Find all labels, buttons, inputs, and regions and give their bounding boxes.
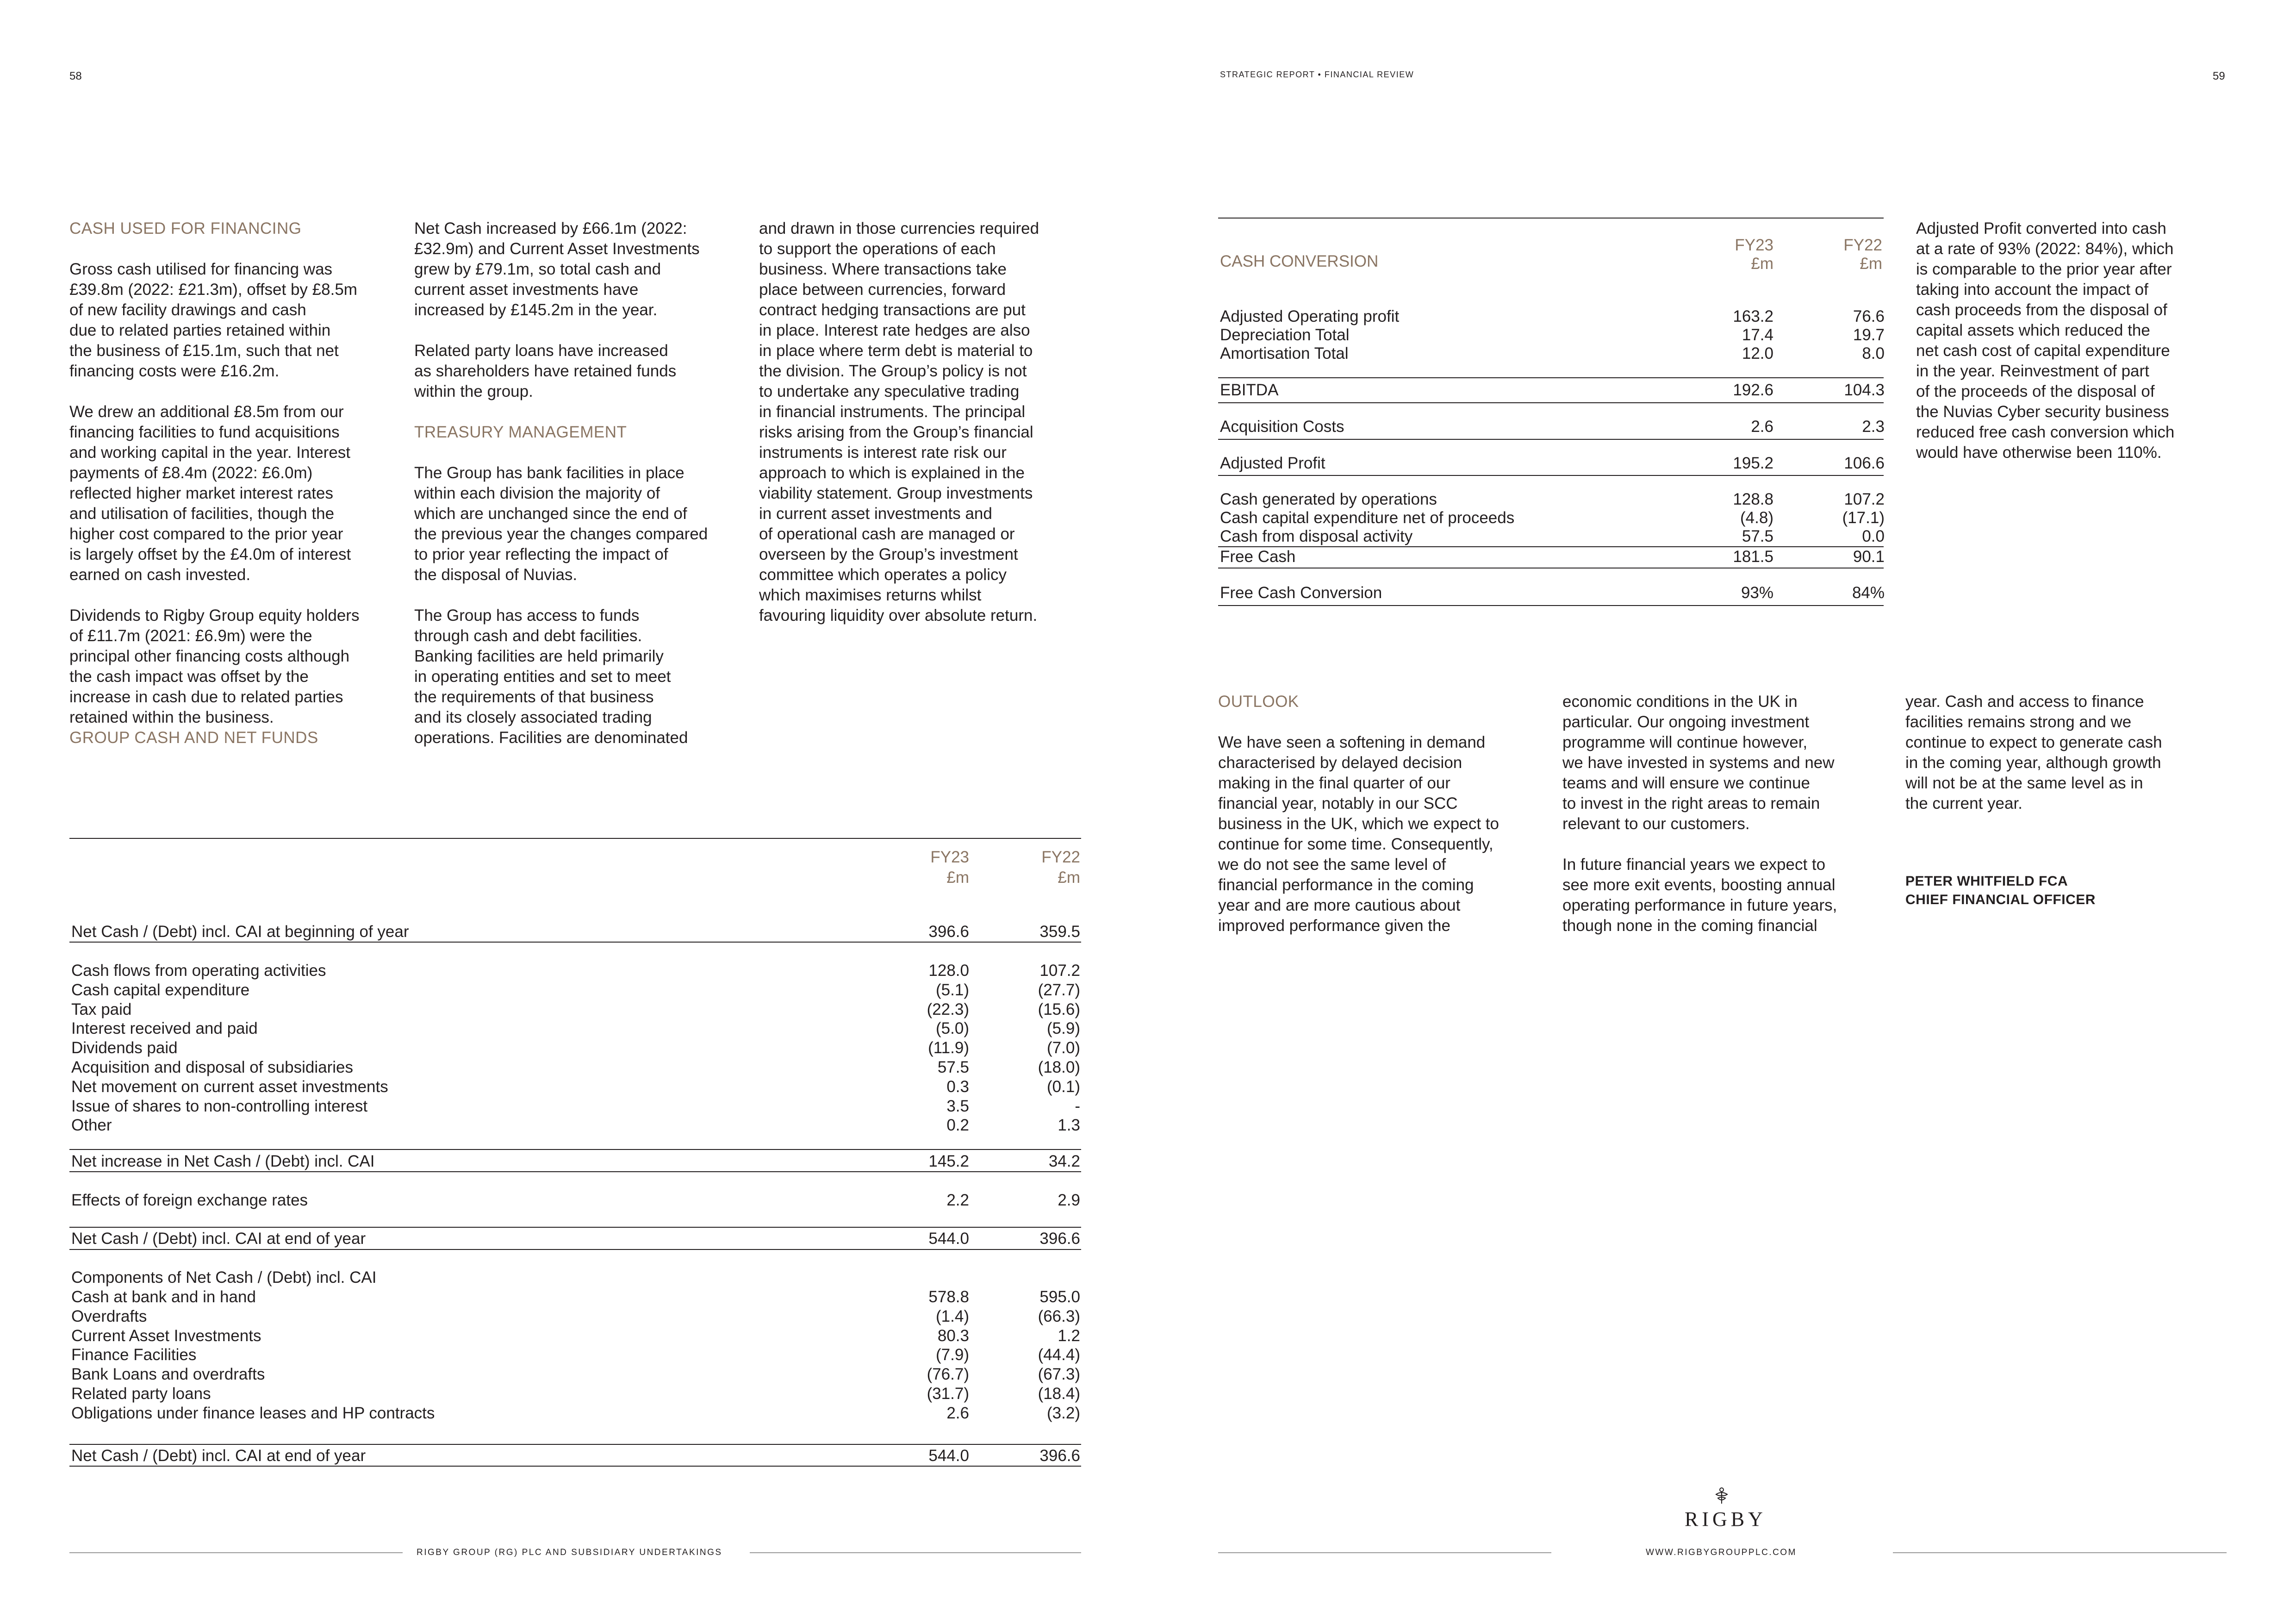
row-label: Net movement on current asset investments [71,1077,388,1096]
row-label: Bank Loans and overdrafts [71,1365,265,1384]
row-label: Finance Facilities [71,1346,197,1364]
value-fy22: 34.2 [1048,1152,1080,1170]
cash-conversion-table [1218,218,1884,606]
table-row [1218,508,1884,528]
value-fy22: 107.2 [1844,490,1885,508]
value-fy23: 2.2 [946,1191,969,1209]
footer-rule [1218,1552,1551,1553]
paragraph: The Group has bank facilities in place within each division the majority of which are unchanged since the end of the previous year the changes compared to prior year reflecting the impact of the disposal of Nuvias. [414,464,708,584]
value-fy23: 128.0 [928,962,969,980]
row-label: Net Cash / (Debt) incl. CAI at end of year [71,1447,366,1465]
value-fy22: 76.6 [1853,307,1885,325]
paragraph: and drawn in those currencies required to support the operations of each business. Where transactions take place between currencies, forward contract hedging transactions are put in place. Interest rate hedges are also in place where term debt is material to the division. The Group’s policy is not to undertake any speculative trading in financial instruments. The principal risks arising from the Group’s financial instruments is interest rate risk our approach to which is explained in the viability statement. Group investments in current asset investments and of operational cash are managed or overseen by the Group’s investment committee which operates a policy which maximises returns whilst favouring liquidity over absolute return. [759,219,1039,625]
outlook-column-3 [1905,692,2229,814]
value-fy23: 3.5 [946,1097,969,1115]
table-rule [69,1466,1081,1467]
row-label: Adjusted Operating profit [1220,307,1400,325]
value-fy22: 359.5 [1039,923,1080,941]
table-row [69,1000,1081,1019]
value-fy22: 8.0 [1862,344,1885,362]
row-label: Related party loans [71,1385,211,1403]
table-top-rule [1218,218,1884,219]
paragraph: year. Cash and access to finance facilities remains strong and we continue to expect to generate cash in the coming year, although growth will not be at the same level as in the current year. [1905,693,2162,812]
row-ebitda [1218,381,1884,400]
outlook-column-1 [1218,692,1542,936]
outlook-column-2 [1562,692,1886,936]
value-fy23: 181.5 [1733,548,1773,566]
paragraph: Dividends to Rigby Group equity holders of £11.7m (2021: £6.9m) were the principal other financing costs although the cash impact was offset by the increase in cash due to related parties retained within the business. [69,606,360,726]
table-row [69,1384,1081,1404]
value-fy22: (66.3) [1038,1307,1080,1325]
table-row [69,1287,1081,1307]
row-label: Obligations under finance leases and HP contracts [71,1404,435,1422]
value-fy23: (31.7) [927,1385,969,1403]
value-fy22: (67.3) [1038,1365,1080,1384]
table-row [69,1307,1081,1326]
value-fy23: 128.8 [1733,490,1773,508]
table-row [1218,307,1884,326]
section-heading-outlook: OUTLOOK [1218,693,1299,711]
value-fy22: 0.0 [1862,527,1885,545]
header-year: FY23 [930,848,969,866]
value-fy22: 396.6 [1039,1447,1080,1465]
column-header-fy22 [1014,847,1080,888]
row-label: Current Asset Investments [71,1326,261,1345]
header-year: FY22 [1041,848,1080,866]
value-fy22: 595.0 [1039,1288,1080,1306]
value-fy23: 145.2 [928,1152,969,1170]
value-fy23: 80.3 [937,1326,969,1345]
page-number-right: 59 [2213,70,2225,82]
value-fy22: 19.7 [1853,326,1885,344]
value-fy23: 17.4 [1742,326,1773,344]
paragraph: In future financial years we expect to see more exit events, boosting annual operating performance in future years, though none in the coming financial [1562,856,1837,935]
table-row [69,1345,1081,1365]
value-fy22: (18.4) [1038,1385,1080,1403]
table-rule [69,1444,1081,1445]
column-header-fy22 [1836,236,1882,273]
value-fy22: 104.3 [1844,381,1885,399]
section-heading-treasury-management: TREASURY MANAGEMENT [414,423,627,441]
paragraph: Adjusted Profit converted into cash at a rate of 93% (2022: 84%), which is comparable to the prior year after taking into account the impact of cash proceeds from the disposal of capital assets which reduced the net cash cost of capital expenditure in the year. Reinvestment of part of the proceeds of the disposal of the Nuvias Cyber security business reduced free cash conversion which would have otherwise been 110%. [1916,219,2175,462]
row-label: Interest received and paid [71,1019,258,1038]
value-fy22: 84% [1852,584,1885,602]
table-row [69,1365,1081,1384]
header-unit: £m [1860,255,1882,273]
row-label: Tax paid [71,1000,132,1018]
table-row [69,1404,1081,1423]
footer-website: WWW.RIGBYGROUPPLC.COM [1646,1548,1797,1557]
value-fy23: (22.3) [927,1000,969,1018]
value-fy22: (0.1) [1047,1077,1080,1096]
value-fy23: 544.0 [928,1230,969,1248]
header-unit: £m [946,868,969,887]
value-fy23: 163.2 [1733,307,1773,325]
row-label: Acquisition and disposal of subsidiaries [71,1058,353,1076]
row-adjusted-profit [1218,454,1884,473]
value-fy22: (27.7) [1038,981,1080,999]
table-rule [69,1171,1081,1172]
table-row [69,1116,1081,1135]
running-head: STRATEGIC REPORT • FINANCIAL REVIEW [1220,70,1414,79]
text-column-1 [69,219,393,748]
table-rule [69,1227,1081,1228]
table-row [1218,527,1884,546]
paragraph: We have seen a softening in demand characterised by delayed decision making in the final quarter of our financial year, notably in our SCC business in the UK, which we expect to continue for some time. Consequently, we do not see the same level of financial performance in the coming year and are more cautious about improved performance given the [1218,733,1499,935]
value-fy22: 396.6 [1039,1230,1080,1248]
value-fy23: 12.0 [1742,344,1773,362]
value-fy22: (7.0) [1047,1039,1080,1057]
value-fy22: 2.3 [1862,418,1885,436]
row-closing-balance [69,1446,1081,1466]
paragraph: economic conditions in the UK in particular. Our ongoing investment programme will continue however, we have invested in systems and new teams and will ensure we continue to invest in the right areas to remain relevant to our customers. [1562,693,1835,833]
header-unit: £m [1058,868,1080,887]
row-label: Cash capital expenditure net of proceeds [1220,509,1515,527]
table-rule [1218,475,1884,476]
table-rule [69,942,1081,943]
crest-icon [1712,1486,1731,1505]
footer-rule [69,1552,403,1553]
row-label: Dividends paid [71,1039,178,1057]
section-heading-group-cash-and-net-funds: GROUP CASH AND NET FUNDS [69,729,318,747]
table-rule [1218,439,1884,440]
row-label: Free Cash Conversion [1220,584,1382,602]
value-fy22: 1.3 [1058,1116,1080,1135]
row-acquisition-costs [1218,417,1884,437]
signatory-name: PETER WHITFIELD FCA [1905,874,2068,889]
value-fy23: 578.8 [928,1288,969,1306]
value-fy23: 57.5 [937,1058,969,1076]
table-row [69,1058,1081,1077]
value-fy23: 0.2 [946,1116,969,1135]
value-fy23: 2.6 [946,1404,969,1422]
footer-rule [750,1552,1081,1553]
table-row [69,1019,1081,1038]
table-title-cash-conversion: CASH CONVERSION [1220,252,1379,270]
components-title: Components of Net Cash / (Debt) incl. CAI [71,1268,377,1287]
paragraph: Net Cash increased by £66.1m (2022: £32.9m) and Current Asset Investments grew by £79.1m, so total cash and current asset investments have increased by £145.2m in the year. [414,219,700,319]
text-column-2 [414,219,738,748]
row-label: Free Cash [1220,548,1296,566]
value-fy23: (5.0) [936,1019,969,1038]
value-fy23: 93% [1741,584,1773,602]
page-number-left: 58 [69,70,82,82]
footer-rule [1893,1552,2227,1553]
row-label: Cash capital expenditure [71,981,250,999]
table-row [1218,490,1884,509]
value-fy22: (5.9) [1047,1019,1080,1038]
rigby-logo [1685,1486,1767,1531]
value-fy22: (44.4) [1038,1346,1080,1364]
paragraph: Related party loans have increased as shareholders have retained funds within the group. [414,342,677,400]
row-label: Acquisition Costs [1220,418,1344,436]
value-fy23: (5.1) [936,981,969,999]
row-label: Cash generated by operations [1220,490,1437,508]
table-row [1218,325,1884,345]
row-label: Net Cash / (Debt) incl. CAI at beginning of year [71,923,409,941]
row-closing-balance [69,1229,1081,1249]
value-fy22: 106.6 [1844,454,1885,472]
value-fy22: 2.9 [1058,1191,1080,1209]
text-column-3 [759,219,1083,626]
value-fy22: (18.0) [1038,1058,1080,1076]
row-free-cash-conversion [1218,583,1884,603]
row-label: Net increase in Net Cash / (Debt) incl. CAI [71,1152,375,1170]
table-rule [69,1249,1081,1250]
column-header-fy23 [902,847,969,888]
value-fy23: 195.2 [1733,454,1773,472]
row-label: Depreciation Total [1220,326,1350,344]
signatory-title: CHIEF FINANCIAL OFFICER [1905,892,2096,907]
cash-conversion-commentary [1916,219,2231,463]
value-fy22: 90.1 [1853,548,1885,566]
row-label: Cash at bank and in hand [71,1288,256,1306]
table-row [69,1326,1081,1346]
value-fy23: (1.4) [936,1307,969,1325]
value-fy22: (3.2) [1047,1404,1080,1422]
row-label: Cash from disposal activity [1220,527,1413,545]
value-fy22: 1.2 [1058,1326,1080,1345]
row-net-increase [69,1152,1081,1171]
header-year: FY23 [1735,236,1773,254]
value-fy22: 107.2 [1039,962,1080,980]
row-label: Cash flows from operating activities [71,962,326,980]
value-fy23: 192.6 [1733,381,1773,399]
value-fy23: 396.6 [928,923,969,941]
paragraph: Gross cash utilised for financing was £39.8m (2022: £21.3m), offset by £8.5m of new facility drawings and cash due to related parties retained within the business of £15.1m, such that net financing costs were £16.2m. [69,260,357,380]
paragraph: The Group has access to funds through cash and debt facilities. Banking facilities are held primarily in operating entities and set to meet the requirements of that business and its closely associated trading operations. Facilities are denominated [414,606,688,747]
row-label: EBITDA [1220,381,1279,399]
table-row [1218,344,1884,363]
value-fy22: (17.1) [1842,509,1885,527]
row-label: Adjusted Profit [1220,454,1325,472]
row-label: Amortisation Total [1220,344,1349,362]
value-fy23: (4.8) [1740,509,1773,527]
value-fy23: (11.9) [928,1039,969,1057]
header-unit: £m [1751,255,1773,273]
row-fx [69,1191,1081,1210]
footer-company-name: RIGBY GROUP (RG) PLC AND SUBSIDIARY UNDERTAKINGS [417,1548,722,1557]
row-label: Effects of foreign exchange rates [71,1191,308,1209]
row-opening-balance [69,922,1081,942]
table-top-rule [69,838,1081,839]
table-rule [69,1149,1081,1150]
row-label: Net Cash / (Debt) incl. CAI at end of year [71,1230,366,1248]
value-fy23: 57.5 [1742,527,1773,545]
table-row [69,961,1081,981]
value-fy23: 544.0 [928,1447,969,1465]
value-fy23: (7.9) [936,1346,969,1364]
section-heading-cash-used-for-financing: CASH USED FOR FINANCING [69,219,302,237]
paragraph: We drew an additional £8.5m from our financing facilities to fund acquisitions and working capital in the year. Interest payments of £8.4m (2022: £6.0m) reflected higher market interest rates and utilisation of facilities, though the higher cost compared to the prior year is largely offset by the £4.0m of interest earned on cash invested. [69,403,351,584]
table-rule [1218,402,1884,403]
row-label: Other [71,1116,112,1135]
header-year: FY22 [1843,236,1882,254]
table-row [69,1077,1081,1097]
value-fy23: 2.6 [1751,418,1773,436]
row-label: Issue of shares to non-controlling interest [71,1097,368,1115]
row-free-cash [1218,547,1884,567]
table-row [69,1038,1081,1058]
table-row [69,981,1081,1000]
net-funds-table [69,838,1081,1472]
column-header-fy23 [1727,236,1773,273]
table-rule [1218,377,1884,378]
value-fy23: (76.7) [927,1365,969,1384]
row-label: Overdrafts [71,1307,147,1325]
value-fy22: (15.6) [1038,1000,1080,1018]
table-rule [1218,605,1884,606]
signature-block [1905,872,2096,909]
table-row [69,1097,1081,1116]
logo-wordmark: RIGBY [1685,1508,1767,1530]
value-fy22: - [1075,1097,1080,1115]
value-fy23: 0.3 [946,1077,969,1096]
